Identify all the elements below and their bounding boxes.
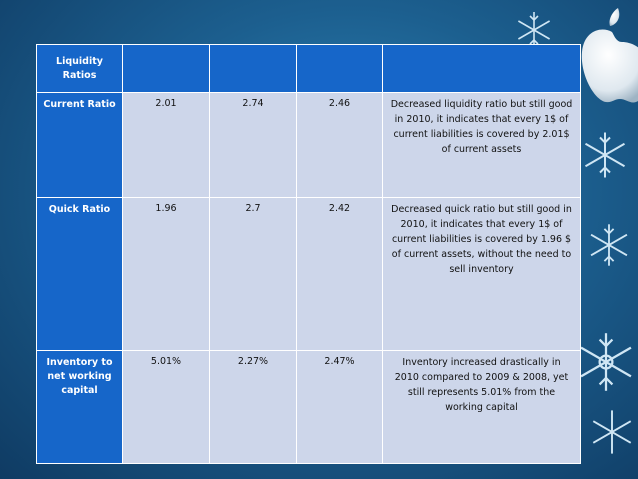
row-label: Quick Ratio (37, 198, 123, 350)
value-cell: 2.42 (297, 198, 383, 350)
snowflake-icon (588, 408, 636, 456)
header-cell (297, 45, 383, 93)
snowflake-icon (580, 130, 630, 180)
value-cell: 2.01 (123, 93, 210, 198)
note-cell: Decreased quick ratio but still good in 2010, it indicates that every 1$ of current liabilities is covered by 1.96 $ of current assets, without the need to sell inventory (383, 198, 581, 350)
value-cell: 2.74 (210, 93, 297, 198)
header-cell (123, 45, 210, 93)
note-cell: Inventory increased drastically in 2010 compared to 2009 & 2008, yet still represents 5.01% from the working capital (383, 350, 581, 463)
apple-logo-icon (572, 2, 638, 112)
value-cell: 2.47% (297, 350, 383, 463)
liquidity-ratios-table (36, 44, 581, 464)
header-cell: Liquidity Ratios (37, 45, 123, 93)
value-cell: 2.7 (210, 198, 297, 350)
table-row (37, 350, 581, 463)
table-row (37, 198, 581, 350)
value-cell: 2.46 (297, 93, 383, 198)
row-label: Current Ratio (37, 93, 123, 198)
note-cell: Decreased liquidity ratio but still good in 2010, it indicates that every 1$ of current liabilities is covered by 2.01$ of current assets (383, 93, 581, 198)
header-cell (383, 45, 581, 93)
table-header-row (37, 45, 581, 93)
snowflake-icon (586, 222, 632, 268)
header-cell (210, 45, 297, 93)
value-cell: 5.01% (123, 350, 210, 463)
value-cell: 2.27% (210, 350, 297, 463)
row-label: Inventory to net working capital (37, 350, 123, 463)
table-row (37, 93, 581, 198)
snowflake-icon (574, 330, 638, 394)
value-cell: 1.96 (123, 198, 210, 350)
